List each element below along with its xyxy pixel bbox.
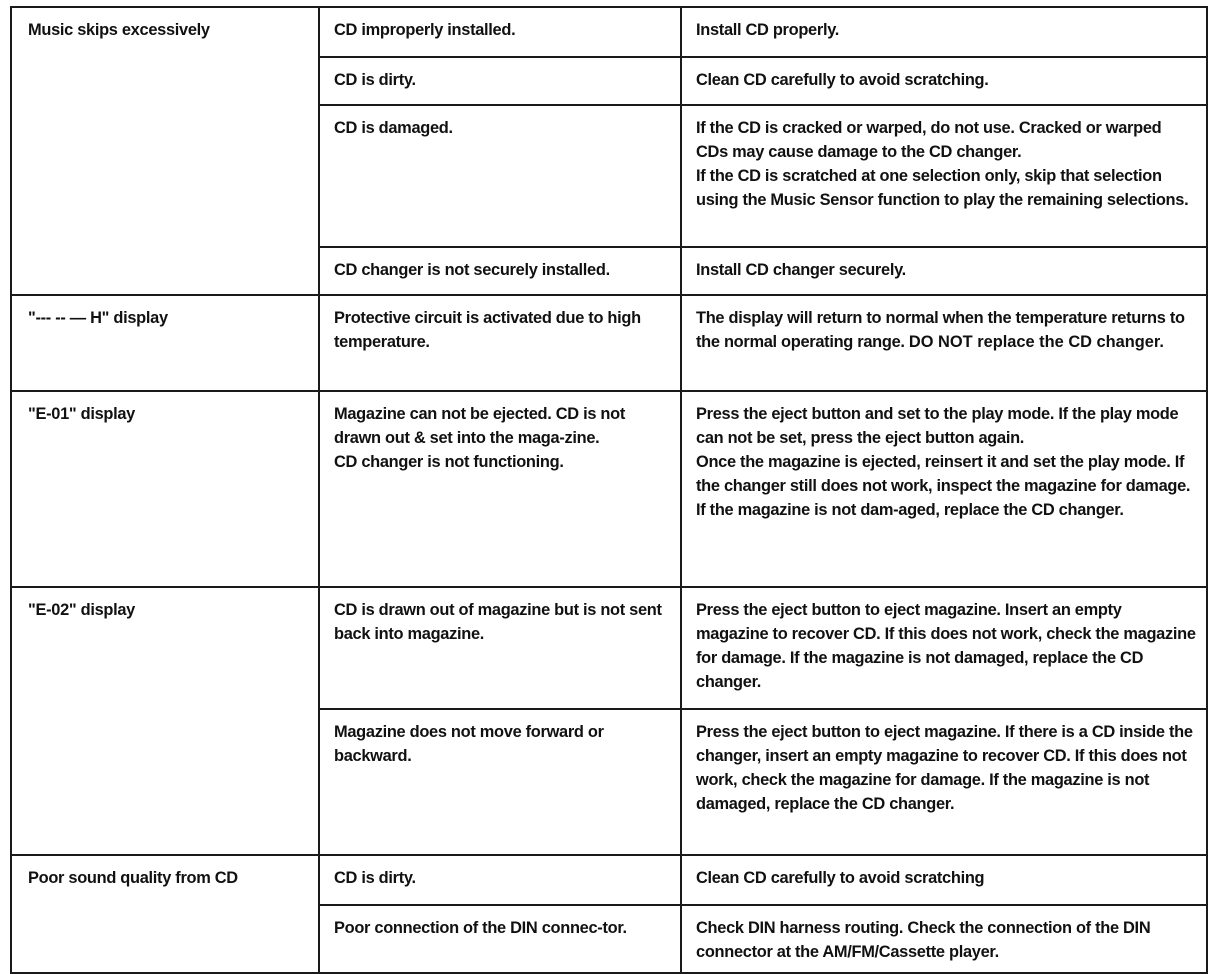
remedy-text: If the CD is scratched at one selection only, skip that selection using the Music Sensor function to play the remaining selections. [696,167,1189,209]
cause-text: Magazine can not be ejected. CD is not drawn out & set into the maga-zine. [334,405,625,447]
remedy-cell [681,57,1207,105]
cause-text: CD is damaged. [334,119,453,137]
cause-cell [319,247,681,295]
remedy-cell [681,855,1207,905]
remedy-text: Press the eject button to eject magazine. If there is a CD inside the changer, insert an empty magazine to recover CD. If this does not work, check the magazine for damage. If the magazine is not damaged, replace the CD changer. [696,723,1193,813]
remedy-text: Clean CD carefully to avoid scratching [696,869,985,887]
remedy-text: Install CD properly. [696,21,840,39]
symptom-text: "E-02" display [28,601,135,619]
cause-text: CD is dirty. [334,869,416,887]
cause-text: CD is dirty. [334,71,416,89]
table-row [11,855,1207,905]
cause-cell [319,105,681,247]
cause-cell [319,7,681,57]
remedy-cell [681,105,1207,247]
symptom-text: "--- -- — H" display [28,309,168,327]
symptom-text: "E-01" display [28,405,135,423]
remedy-text: Press the eject button to eject magazine. Insert an empty magazine to recover CD. If this does not work, check the magazine for damage. If the magazine is not damaged, replace the CD changer. [696,601,1196,691]
cause-text: CD changer is not functioning. [334,453,564,471]
cause-text: Protective circuit is activated due to high temperature. [334,309,641,351]
remedy-text: Press the eject button and set to the play mode. If the play mode can not be set, press the eject button again. [696,405,1179,447]
symptom-cell [11,391,319,587]
symptom-cell [11,855,319,973]
cause-cell [319,855,681,905]
symptom-text: Music skips excessively [28,21,210,39]
remedy-text: Once the magazine is ejected, reinsert it and set the play mode. If the changer still does not work, inspect the magazine for damage. If the magazine is not dam-aged, replace the CD changer. [696,453,1191,519]
symptom-cell [11,587,319,855]
table-row [11,587,1207,709]
remedy-cell [681,7,1207,57]
cause-cell [319,587,681,709]
symptom-text: Poor sound quality from CD [28,869,238,887]
cause-text: Poor connection of the DIN connec-tor. [334,919,627,937]
table-row [11,295,1207,391]
cause-text: CD changer is not securely installed. [334,261,610,279]
remedy-cell [681,587,1207,709]
remedy-cell [681,905,1207,973]
cause-text: CD is drawn out of magazine but is not sent back into magazine. [334,601,662,643]
remedy-cell [681,295,1207,391]
cause-text: Magazine does not move forward or backward. [334,723,604,765]
symptom-cell [11,7,319,295]
troubleshooting-table [10,6,1208,974]
cause-cell [319,709,681,855]
remedy-text: Clean CD carefully to avoid scratching. [696,71,989,89]
table-row [11,391,1207,587]
symptom-cell [11,295,319,391]
remedy-text: The display will return to normal when the temperature returns to the normal operating range. [696,309,1185,351]
cause-cell [319,57,681,105]
remedy-text: Install CD changer securely. [696,261,906,279]
cause-text: CD improperly installed. [334,21,516,39]
remedy-cell [681,247,1207,295]
cause-cell [319,391,681,587]
remedy-cell [681,709,1207,855]
remedy-cell [681,391,1207,587]
table-row [11,7,1207,57]
cause-cell [319,295,681,391]
remedy-text: If the CD is cracked or warped, do not use. Cracked or warped CDs may cause damage to the CD changer. [696,119,1162,161]
remedy-text: Check DIN harness routing. Check the connection of the DIN connector at the AM/FM/Cassette player. [696,919,1151,961]
remedy-warning-text: DO NOT replace the CD changer. [908,333,1164,351]
cause-cell [319,905,681,973]
